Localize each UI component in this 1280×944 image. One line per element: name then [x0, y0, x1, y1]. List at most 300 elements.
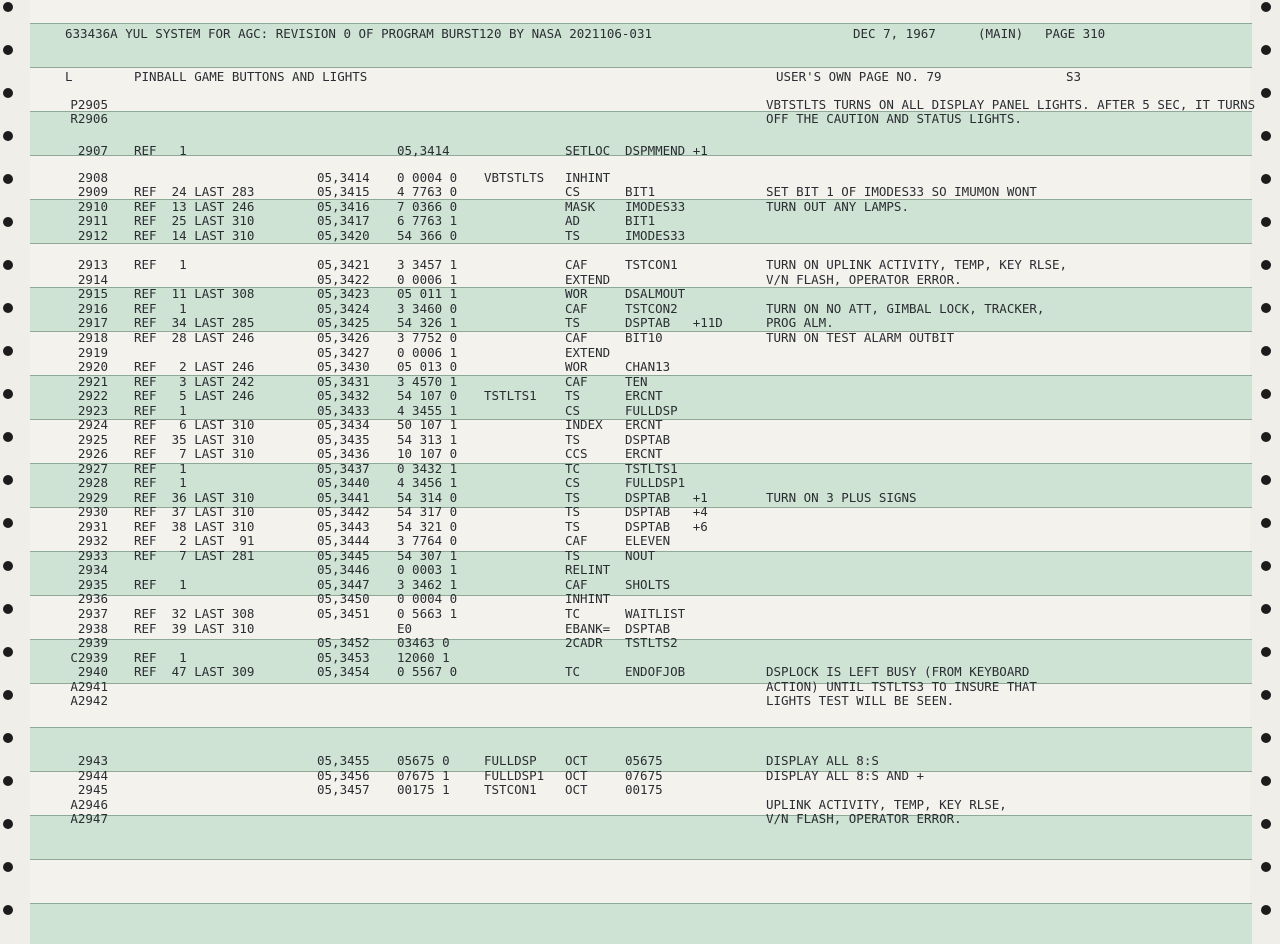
ref-info: REF 32 LAST 308	[134, 606, 255, 621]
listing-line	[30, 665, 1252, 679]
feed-hole-icon	[1261, 174, 1271, 184]
line-number: 2940	[77, 664, 108, 679]
opcode: CAF	[565, 533, 588, 548]
feed-hole-icon	[3, 475, 13, 485]
listing-line	[30, 592, 1252, 606]
listing-line	[30, 505, 1252, 519]
feed-hole-icon	[1261, 690, 1271, 700]
line-number: 2922	[77, 388, 108, 403]
feed-hole-icon	[1261, 346, 1271, 356]
listing-line	[30, 798, 1252, 812]
opcode: TC	[565, 461, 581, 476]
line-number: 2937	[77, 606, 108, 621]
feed-hole-icon	[1261, 303, 1271, 313]
octal-word: 00175 1	[397, 782, 450, 797]
line-number: 2932	[77, 533, 108, 548]
listing-line	[30, 171, 1252, 185]
feed-hole-icon	[3, 346, 13, 356]
address: 05,3422	[317, 272, 370, 287]
octal-word: 10 107 0	[397, 446, 458, 461]
line-number: A2946	[70, 797, 108, 812]
label: TSTCON1	[484, 782, 537, 797]
rule	[30, 67, 1252, 68]
opcode: CS	[565, 475, 581, 490]
address: 05,3454	[317, 664, 370, 679]
octal-word: 7 0366 0	[397, 199, 458, 214]
line-number: 2923	[77, 403, 108, 418]
rule	[30, 23, 1252, 24]
address: 05,3434	[317, 417, 370, 432]
address: 05,3453	[317, 650, 370, 665]
octal-word: 54 314 0	[397, 490, 458, 505]
operand: ELEVEN	[625, 533, 671, 548]
operand: FULLDSP1	[625, 475, 686, 490]
operand: ENDOFJOB	[625, 664, 686, 679]
listing-line	[30, 418, 1252, 432]
feed-hole-icon	[1261, 260, 1271, 270]
feed-hole-icon	[3, 174, 13, 184]
listing-line	[30, 694, 1252, 708]
octal-word: 05675 0	[397, 753, 450, 768]
octal-word: 0 0004 0	[397, 170, 458, 185]
octal-word: 03463 0	[397, 635, 450, 650]
label: FULLDSP1	[484, 768, 545, 783]
listing-line	[30, 302, 1252, 316]
ref-info: REF 47 LAST 309	[134, 664, 255, 679]
listing-line	[30, 214, 1252, 228]
octal-word: 05 011 1	[397, 286, 458, 301]
listing-line	[30, 433, 1252, 447]
line-number: A2941	[70, 679, 108, 694]
line-number: 2916	[77, 301, 108, 316]
feed-hole-icon	[3, 88, 13, 98]
feed-hole-icon	[3, 131, 13, 141]
ref-info: REF 35 LAST 310	[134, 432, 255, 447]
ref-info: REF 1	[134, 301, 187, 316]
listing-line	[30, 331, 1252, 345]
comment: TURN ON 3 PLUS SIGNS	[766, 490, 917, 505]
listing-main-tag: (MAIN)	[978, 26, 1024, 41]
feed-hole-icon	[1261, 45, 1271, 55]
opcode: CAF	[565, 257, 588, 272]
feed-hole-icon	[1261, 561, 1271, 571]
octal-word: E0	[397, 621, 413, 636]
listing-line	[30, 375, 1252, 389]
line-number: 2926	[77, 446, 108, 461]
opcode: INDEX	[565, 417, 603, 432]
ref-info: REF 1	[134, 577, 187, 592]
feed-hole-icon	[1261, 819, 1271, 829]
listing-line	[30, 812, 1252, 826]
line-number: 2924	[77, 417, 108, 432]
opcode: OCT	[565, 753, 588, 768]
operand: TSTLTS2	[625, 635, 678, 650]
comment: PROG ALM.	[766, 315, 834, 330]
listing-line	[30, 476, 1252, 490]
comment: UPLINK ACTIVITY, TEMP, KEY RLSE,	[766, 797, 1007, 812]
label: VBTSTLTS	[484, 170, 545, 185]
label: FULLDSP	[484, 753, 537, 768]
address: 05,3442	[317, 504, 370, 519]
ref-info: REF 1	[134, 143, 187, 158]
address: 05,3424	[317, 301, 370, 316]
feed-hole-icon	[1261, 905, 1271, 915]
comment: LIGHTS TEST WILL BE SEEN.	[766, 693, 955, 708]
listing-line	[30, 783, 1252, 797]
feed-hole-icon	[3, 862, 13, 872]
line-number: A2947	[70, 811, 108, 826]
address: 05,3447	[317, 577, 370, 592]
opcode: CS	[565, 403, 581, 418]
listing-line	[30, 97, 1256, 112]
operand: DSPTAB +11D	[625, 315, 723, 330]
opcode: INHINT	[565, 170, 611, 185]
address: 05,3420	[317, 228, 370, 243]
line-number: 2939	[77, 635, 108, 650]
address: 05,3431	[317, 374, 370, 389]
octal-word: 54 366 0	[397, 228, 458, 243]
address: 05,3457	[317, 782, 370, 797]
green-band	[30, 903, 1252, 944]
listing-line	[30, 185, 1252, 199]
address: 05,3435	[317, 432, 370, 447]
listing-line	[30, 144, 1252, 158]
octal-word: 50 107 1	[397, 417, 458, 432]
opcode: AD	[565, 213, 581, 228]
operand: DSPMMEND +1	[625, 143, 708, 158]
ref-info: REF 1	[134, 461, 187, 476]
listing-line	[30, 316, 1252, 330]
ref-info: REF 1	[134, 475, 187, 490]
octal-word: 0 5663 1	[397, 606, 458, 621]
octal-word: 3 3460 0	[397, 301, 458, 316]
ref-info: REF 37 LAST 310	[134, 504, 255, 519]
feed-hole-icon	[1261, 862, 1271, 872]
operand: CHAN13	[625, 359, 671, 374]
line-number: 2920	[77, 359, 108, 374]
line-number: 2918	[77, 330, 108, 345]
left-tractor-strip	[0, 0, 30, 944]
line-number: 2944	[77, 768, 108, 783]
operand: BIT10	[625, 330, 663, 345]
opcode: TS	[565, 228, 581, 243]
line-number: 2929	[77, 490, 108, 505]
address: 05,3427	[317, 345, 370, 360]
listing-line	[30, 651, 1252, 665]
octal-word: 54 317 0	[397, 504, 458, 519]
listing-line	[30, 462, 1252, 476]
operand: DSPTAB +6	[625, 519, 708, 534]
operand: IMODES33	[625, 199, 686, 214]
operand: DSPTAB	[625, 432, 671, 447]
operand: ERCNT	[625, 446, 663, 461]
opcode: CAF	[565, 330, 588, 345]
comment: DISPLAY ALL 8:S	[766, 753, 879, 768]
octal-word: 3 7764 0	[397, 533, 458, 548]
feed-hole-icon	[3, 217, 13, 227]
log-section-tag: L	[65, 69, 73, 84]
address: 05,3443	[317, 519, 370, 534]
octal-word: 6 7763 1	[397, 213, 458, 228]
opcode: SETLOC	[565, 143, 611, 158]
address: 05,3445	[317, 548, 370, 563]
line-number: 2930	[77, 504, 108, 519]
octal-word: 3 4570 1	[397, 374, 458, 389]
operand: DSALMOUT	[625, 286, 686, 301]
address: 05,3444	[317, 533, 370, 548]
operand: IMODES33	[625, 228, 686, 243]
listing-line	[30, 622, 1252, 636]
address: 05,3430	[317, 359, 370, 374]
ref-info: REF 13 LAST 246	[134, 199, 255, 214]
line-number: 2925	[77, 432, 108, 447]
feed-hole-icon	[1261, 2, 1271, 12]
operand: TEN	[625, 374, 648, 389]
line-number: 2927	[77, 461, 108, 476]
octal-word: 4 3455 1	[397, 403, 458, 418]
users-own-page: USER'S OWN PAGE NO. 79	[776, 69, 942, 84]
listing-line	[30, 273, 1252, 287]
opcode: MASK	[565, 199, 596, 214]
operand: DSPTAB +4	[625, 504, 708, 519]
operand: NOUT	[625, 548, 656, 563]
opcode: WOR	[565, 359, 588, 374]
listing-line	[30, 447, 1252, 461]
feed-hole-icon	[1261, 518, 1271, 528]
octal-word: 0 0006 1	[397, 272, 458, 287]
feed-hole-icon	[3, 733, 13, 743]
feed-hole-icon	[1261, 475, 1271, 485]
operand: TSTCON2	[625, 301, 678, 316]
operand: BIT1	[625, 184, 656, 199]
right-tractor-strip	[1250, 0, 1280, 944]
feed-hole-icon	[3, 776, 13, 786]
operand: TSTCON1	[625, 257, 678, 272]
opcode: OCT	[565, 768, 588, 783]
octal-word: 0 5567 0	[397, 664, 458, 679]
section-code: S3	[1066, 69, 1082, 84]
label: TSTLTS1	[484, 388, 537, 403]
address: 05,3440	[317, 475, 370, 490]
octal-word: 4 3456 1	[397, 475, 458, 490]
operand: TSTLTS1	[625, 461, 678, 476]
ref-info: REF 38 LAST 310	[134, 519, 255, 534]
opcode: EXTEND	[565, 272, 611, 287]
address: 05,3450	[317, 591, 370, 606]
address: 05,3451	[317, 606, 370, 621]
address: 05,3415	[317, 184, 370, 199]
operand: 05675	[625, 753, 663, 768]
listing-line	[30, 563, 1252, 577]
ref-info: REF 7 LAST 310	[134, 446, 255, 461]
listing-line	[30, 229, 1252, 243]
listing-line	[30, 404, 1252, 418]
feed-hole-icon	[1261, 647, 1271, 657]
address: 05,3417	[317, 213, 370, 228]
listing-page-number: PAGE 310	[1045, 26, 1106, 41]
octal-word: 12060 1	[397, 650, 450, 665]
comment: V/N FLASH, OPERATOR ERROR.	[766, 811, 962, 826]
feed-hole-icon	[3, 690, 13, 700]
octal-word: 07675 1	[397, 768, 450, 783]
octal-word: 3 3457 1	[397, 257, 458, 272]
rule	[30, 859, 1252, 860]
ref-info: REF 25 LAST 310	[134, 213, 255, 228]
line-number: 2936	[77, 591, 108, 606]
feed-hole-icon	[3, 45, 13, 55]
line-number: 2907	[77, 143, 108, 158]
listing-line	[30, 534, 1252, 548]
comment: DSPLOCK IS LEFT BUSY (FROM KEYBOARD	[766, 664, 1030, 679]
line-number: 2943	[77, 753, 108, 768]
line-number: 2908	[77, 170, 108, 185]
address: 05,3416	[317, 199, 370, 214]
listing-line	[30, 258, 1252, 272]
opcode: TC	[565, 606, 581, 621]
octal-word: 4 7763 0	[397, 184, 458, 199]
opcode: TS	[565, 432, 581, 447]
octal-word: 54 321 0	[397, 519, 458, 534]
ref-info: REF 24 LAST 283	[134, 184, 255, 199]
listing-line	[30, 520, 1252, 534]
octal-word: 3 3462 1	[397, 577, 458, 592]
listing-line	[30, 754, 1252, 768]
listing-paper	[30, 0, 1256, 944]
opcode: EXTEND	[565, 345, 611, 360]
listing-date: DEC 7, 1967	[853, 26, 936, 41]
listing-line	[30, 549, 1252, 563]
ref-info: REF 2 LAST 246	[134, 359, 255, 374]
operand: BIT1	[625, 213, 656, 228]
comment: TURN ON TEST ALARM OUTBIT	[766, 330, 955, 345]
opcode: CCS	[565, 446, 588, 461]
opcode: TC	[565, 664, 581, 679]
line-number: 2928	[77, 475, 108, 490]
rule	[30, 727, 1252, 728]
line-number: A2942	[70, 693, 108, 708]
octal-word: 54 326 1	[397, 315, 458, 330]
opcode: CAF	[565, 577, 588, 592]
comment: VBTSTLTS TURNS ON ALL DISPLAY PANEL LIGHTS. AFTER 5 SEC, IT TURNS	[766, 97, 1256, 112]
line-number: 2919	[77, 345, 108, 360]
listing-line	[30, 287, 1252, 301]
comment: OFF THE CAUTION AND STATUS LIGHTS.	[766, 111, 1022, 126]
opcode: 2CADR	[565, 635, 603, 650]
line-number: 2933	[77, 548, 108, 563]
listing-line	[30, 636, 1252, 650]
comment: TURN ON NO ATT, GIMBAL LOCK, TRACKER,	[766, 301, 1045, 316]
feed-hole-icon	[1261, 604, 1271, 614]
ref-info: REF 1	[134, 403, 187, 418]
ref-info: REF 1	[134, 650, 187, 665]
ref-info: REF 6 LAST 310	[134, 417, 255, 432]
ref-info: REF 1	[134, 257, 187, 272]
octal-word: 0 3432 1	[397, 461, 458, 476]
opcode: INHINT	[565, 591, 611, 606]
feed-hole-icon	[3, 561, 13, 571]
octal-word: 3 7752 0	[397, 330, 458, 345]
operand: ERCNT	[625, 388, 663, 403]
ref-info: REF 39 LAST 310	[134, 621, 255, 636]
operand: ERCNT	[625, 417, 663, 432]
opcode: CAF	[565, 374, 588, 389]
ref-info: REF 7 LAST 281	[134, 548, 255, 563]
comment: TURN ON UPLINK ACTIVITY, TEMP, KEY RLSE,	[766, 257, 1068, 272]
ref-info: REF 28 LAST 246	[134, 330, 255, 345]
line-number: 2931	[77, 519, 108, 534]
address: 05,3426	[317, 330, 370, 345]
line-number: P2905	[70, 97, 108, 112]
ref-info: REF 14 LAST 310	[134, 228, 255, 243]
opcode: OCT	[565, 782, 588, 797]
comment: SET BIT 1 OF IMODES33 SO IMUMON WONT	[766, 184, 1037, 199]
line-number: 2911	[77, 213, 108, 228]
listing-line	[30, 491, 1252, 505]
line-number: 2913	[77, 257, 108, 272]
address: 05,3433	[317, 403, 370, 418]
line-number: 2917	[77, 315, 108, 330]
address: 05,3423	[317, 286, 370, 301]
octal-word: 54 307 1	[397, 548, 458, 563]
opcode: TS	[565, 388, 581, 403]
feed-hole-icon	[3, 389, 13, 399]
comment: TURN OUT ANY LAMPS.	[766, 199, 909, 214]
operand: WAITLIST	[625, 606, 686, 621]
octal-word: 0 0006 1	[397, 345, 458, 360]
log-section-title: PINBALL GAME BUTTONS AND LIGHTS	[134, 69, 368, 84]
feed-hole-icon	[3, 819, 13, 829]
address: 05,3432	[317, 388, 370, 403]
octal-word: 0 0003 1	[397, 562, 458, 577]
feed-hole-icon	[3, 303, 13, 313]
opcode: TS	[565, 504, 581, 519]
address: 05,3456	[317, 768, 370, 783]
operand: 07675	[625, 768, 663, 783]
address: 05,3425	[317, 315, 370, 330]
line-number: 2938	[77, 621, 108, 636]
line-number: C2939	[70, 650, 108, 665]
feed-hole-icon	[3, 905, 13, 915]
feed-hole-icon	[1261, 776, 1271, 786]
operand: SHOLTS	[625, 577, 671, 592]
line-number: 2915	[77, 286, 108, 301]
line-number: 2921	[77, 374, 108, 389]
feed-hole-icon	[3, 2, 13, 12]
line-number: 2934	[77, 562, 108, 577]
opcode: TS	[565, 519, 581, 534]
opcode: CAF	[565, 301, 588, 316]
address: 05,3414	[317, 170, 370, 185]
feed-hole-icon	[1261, 389, 1271, 399]
feed-hole-icon	[1261, 88, 1271, 98]
line-number: R2906	[70, 111, 108, 126]
listing-line	[30, 389, 1252, 403]
opcode: TS	[565, 490, 581, 505]
feed-hole-icon	[1261, 217, 1271, 227]
listing-line	[30, 360, 1252, 374]
opcode: CS	[565, 184, 581, 199]
listing-line	[30, 680, 1252, 694]
octal-word: 0 0004 0	[397, 591, 458, 606]
octal-word: 05 013 0	[397, 359, 458, 374]
address: 05,3455	[317, 753, 370, 768]
feed-hole-icon	[1261, 131, 1271, 141]
ref-info: REF 5 LAST 246	[134, 388, 255, 403]
line-number: 2935	[77, 577, 108, 592]
operand: DSPTAB	[625, 621, 671, 636]
opcode: EBANK=	[565, 621, 611, 636]
feed-hole-icon	[1261, 733, 1271, 743]
